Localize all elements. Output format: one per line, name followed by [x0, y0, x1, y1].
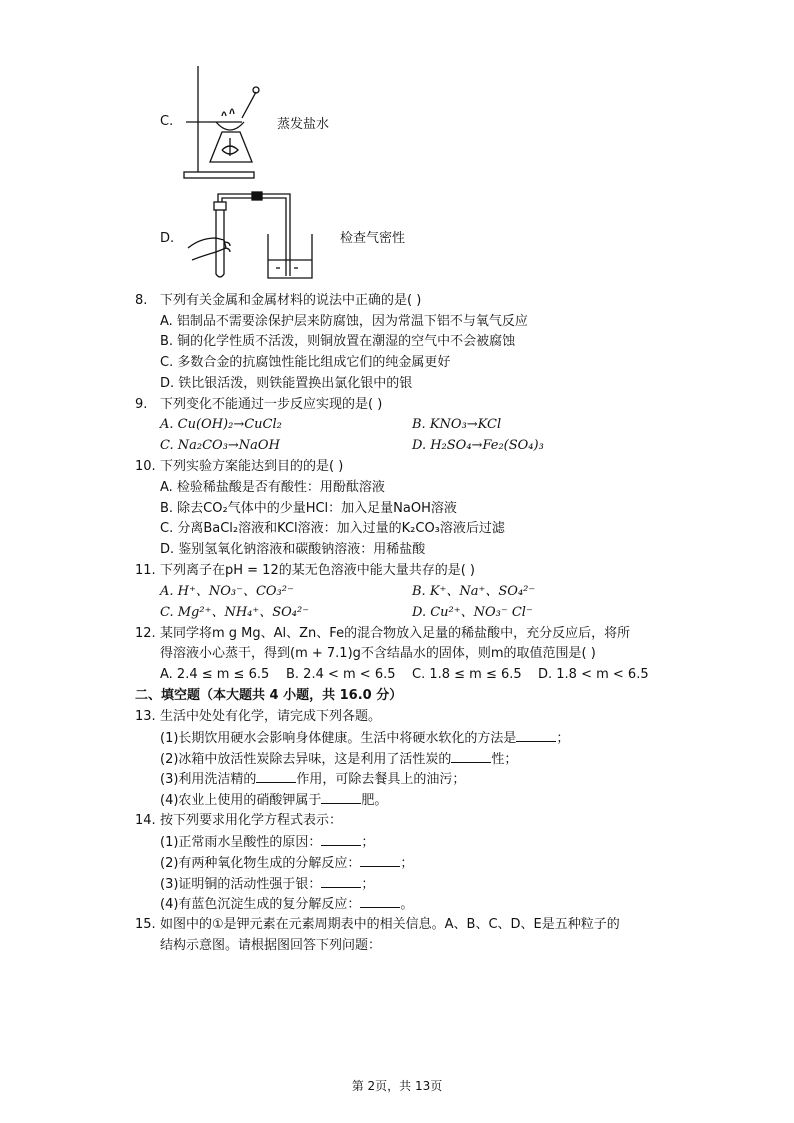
- q12-stem-line2: 得溶液小心蒸干，得到(m + 7.1)g不含结晶水的固体，则m的取值范围是( ): [160, 646, 596, 661]
- q14-number: 14.: [135, 813, 156, 828]
- q14-sub2: [160, 854, 413, 873]
- q14-sub1: [160, 833, 374, 852]
- q8-option-b: B. 铜的化学性质不活泼，则铜放置在潮湿的空气中不会被腐蚀: [160, 334, 516, 349]
- q10-option-a: A. 检验稀盐酸是否有酸性：用酚酞溶液: [160, 480, 385, 495]
- q8-option-c: C. 多数合金的抗腐蚀性能比组成它们的纯金属更好: [160, 355, 451, 370]
- q9-option-c: C. Na₂CO₃→NaOH: [160, 438, 280, 453]
- q14-sub2-text: (2)有两种氧化物生成的分解反应：: [160, 856, 361, 871]
- q14-sub1-end: ；: [361, 835, 375, 850]
- answer-blank[interactable]: [321, 833, 361, 846]
- option-c-caption: 蒸发盐水: [277, 117, 330, 132]
- option-d-label: D.: [160, 231, 175, 246]
- q15-number: 15.: [135, 917, 156, 932]
- q12-option-a: A. 2.4 ≤ m ≤ 6.5: [160, 667, 270, 682]
- q13-sub2-end: 性；: [491, 752, 518, 767]
- q8-stem: 下列有关金属和金属材料的说法中正确的是( ): [160, 293, 422, 308]
- q11-option-d: D. Cu²⁺、NO₃⁻ Cl⁻: [412, 605, 533, 620]
- q9-option-d: D. H₂SO₄→Fe₂(SO₄)₃: [412, 438, 544, 453]
- q11-option-c: C. Mg²⁺、NH₄⁺、SO₄²⁻: [160, 605, 310, 620]
- answer-blank[interactable]: [321, 791, 361, 804]
- q8-option-a: A. 铝制品不需要涂保护层来防腐蚀，因为常温下铝不与氧气反应: [160, 314, 528, 329]
- q13-sub3: [160, 770, 465, 789]
- q13-sub4: [160, 791, 387, 810]
- answer-blank[interactable]: [516, 729, 556, 742]
- q10-option-c: C. 分离BaCl₂溶液和KCl溶液：加入过量的K₂CO₃溶液后过滤: [160, 521, 505, 536]
- q10-option-b: B. 除去CO₂气体中的少量HCl：加入足量NaOH溶液: [160, 501, 457, 516]
- q10-option-d: D. 鉴别氢氧化钠溶液和碳酸钠溶液：用稀盐酸: [160, 542, 426, 557]
- q10-number: 10.: [135, 459, 156, 474]
- evaporation-apparatus-illustration: [182, 62, 262, 180]
- q14-stem: 按下列要求用化学方程式表示：: [160, 813, 343, 828]
- q14-sub3: [160, 875, 374, 894]
- q13-sub2-text: (2)冰箱中放活性炭除去异味，这是利用了活性炭的: [160, 752, 452, 767]
- q11-stem: 下列离子在pH = 12的某无色溶液中能大量共存的是( ): [160, 563, 476, 578]
- q15-stem-line2: 结构示意图。请根据图回答下列问题：: [160, 938, 382, 953]
- q13-sub4-text: (4)农业上使用的硝酸钾属于: [160, 793, 322, 808]
- section-heading: 二、填空题（本大题共 4 小题，共 16.0 分）: [135, 688, 403, 703]
- q14-sub2-end: ；: [400, 856, 414, 871]
- q13-sub3-text: (3)利用洗洁精的: [160, 772, 257, 787]
- q9-number: 9.: [135, 397, 148, 412]
- answer-blank[interactable]: [360, 854, 400, 867]
- q8-option-d: D. 铁比银活泼，则铁能置换出氯化银中的银: [160, 376, 413, 391]
- q12-option-d: D. 1.8 < m < 6.5: [538, 667, 649, 682]
- q15-stem-line1: 如图中的①是钾元素在元素周期表中的相关信息。A、B、C、D、E是五种粒子的: [160, 917, 620, 932]
- answer-blank[interactable]: [321, 875, 361, 888]
- q14-sub4-end: 。: [400, 897, 414, 912]
- q13-sub3-end: 作用，可除去餐具上的油污；: [296, 772, 466, 787]
- q11-option-a: A. H⁺、NO₃⁻、CO₃²⁻: [160, 584, 294, 599]
- option-d-caption: 检查气密性: [340, 231, 406, 246]
- q12-option-c: C. 1.8 ≤ m ≤ 6.5: [412, 667, 522, 682]
- answer-blank[interactable]: [256, 770, 296, 783]
- q13-sub1: [160, 729, 569, 748]
- q11-option-b: B. K⁺、Na⁺、SO₄²⁻: [412, 584, 536, 599]
- q13-sub2: [160, 750, 517, 769]
- q9-option-a: A. Cu(OH)₂→CuCl₂: [160, 417, 282, 432]
- q13-sub1-end: ；: [556, 731, 570, 746]
- page-footer: 第 2页，共 13页: [351, 1079, 443, 1093]
- q13-sub4-end: 肥。: [361, 793, 388, 808]
- answer-blank[interactable]: [360, 895, 400, 908]
- answer-blank[interactable]: [451, 750, 491, 763]
- q14-sub4: [160, 895, 413, 914]
- option-c-label: C.: [160, 114, 174, 129]
- q14-sub3-text: (3)证明铜的活动性强于银：: [160, 877, 322, 892]
- q12-stem-line1: 某同学将m g Mg、Al、Zn、Fe的混合物放入足量的稀盐酸中，充分反应后，将所: [160, 626, 631, 641]
- q14-sub3-end: ；: [361, 877, 375, 892]
- q11-number: 11.: [135, 563, 156, 578]
- q8-number: 8.: [135, 293, 148, 308]
- q10-stem: 下列实验方案能达到目的的是( ): [160, 459, 344, 474]
- q12-number: 12.: [135, 626, 156, 641]
- q13-number: 13.: [135, 709, 156, 724]
- q9-option-b: B. KNO₃→KCl: [412, 417, 502, 432]
- q13-stem: 生活中处处有化学，请完成下列各题。: [160, 709, 382, 724]
- q14-sub4-text: (4)有蓝色沉淀生成的复分解反应：: [160, 897, 361, 912]
- q9-stem: 下列变化不能通过一步反应实现的是( ): [160, 397, 383, 412]
- q12-option-b: B. 2.4 < m < 6.5: [286, 667, 396, 682]
- q14-sub1-text: (1)正常雨水呈酸性的原因：: [160, 835, 322, 850]
- q13-sub1-text: (1)长期饮用硬水会影响身体健康。生活中将硬水软化的方法是: [160, 731, 517, 746]
- airtightness-check-illustration: [186, 190, 314, 282]
